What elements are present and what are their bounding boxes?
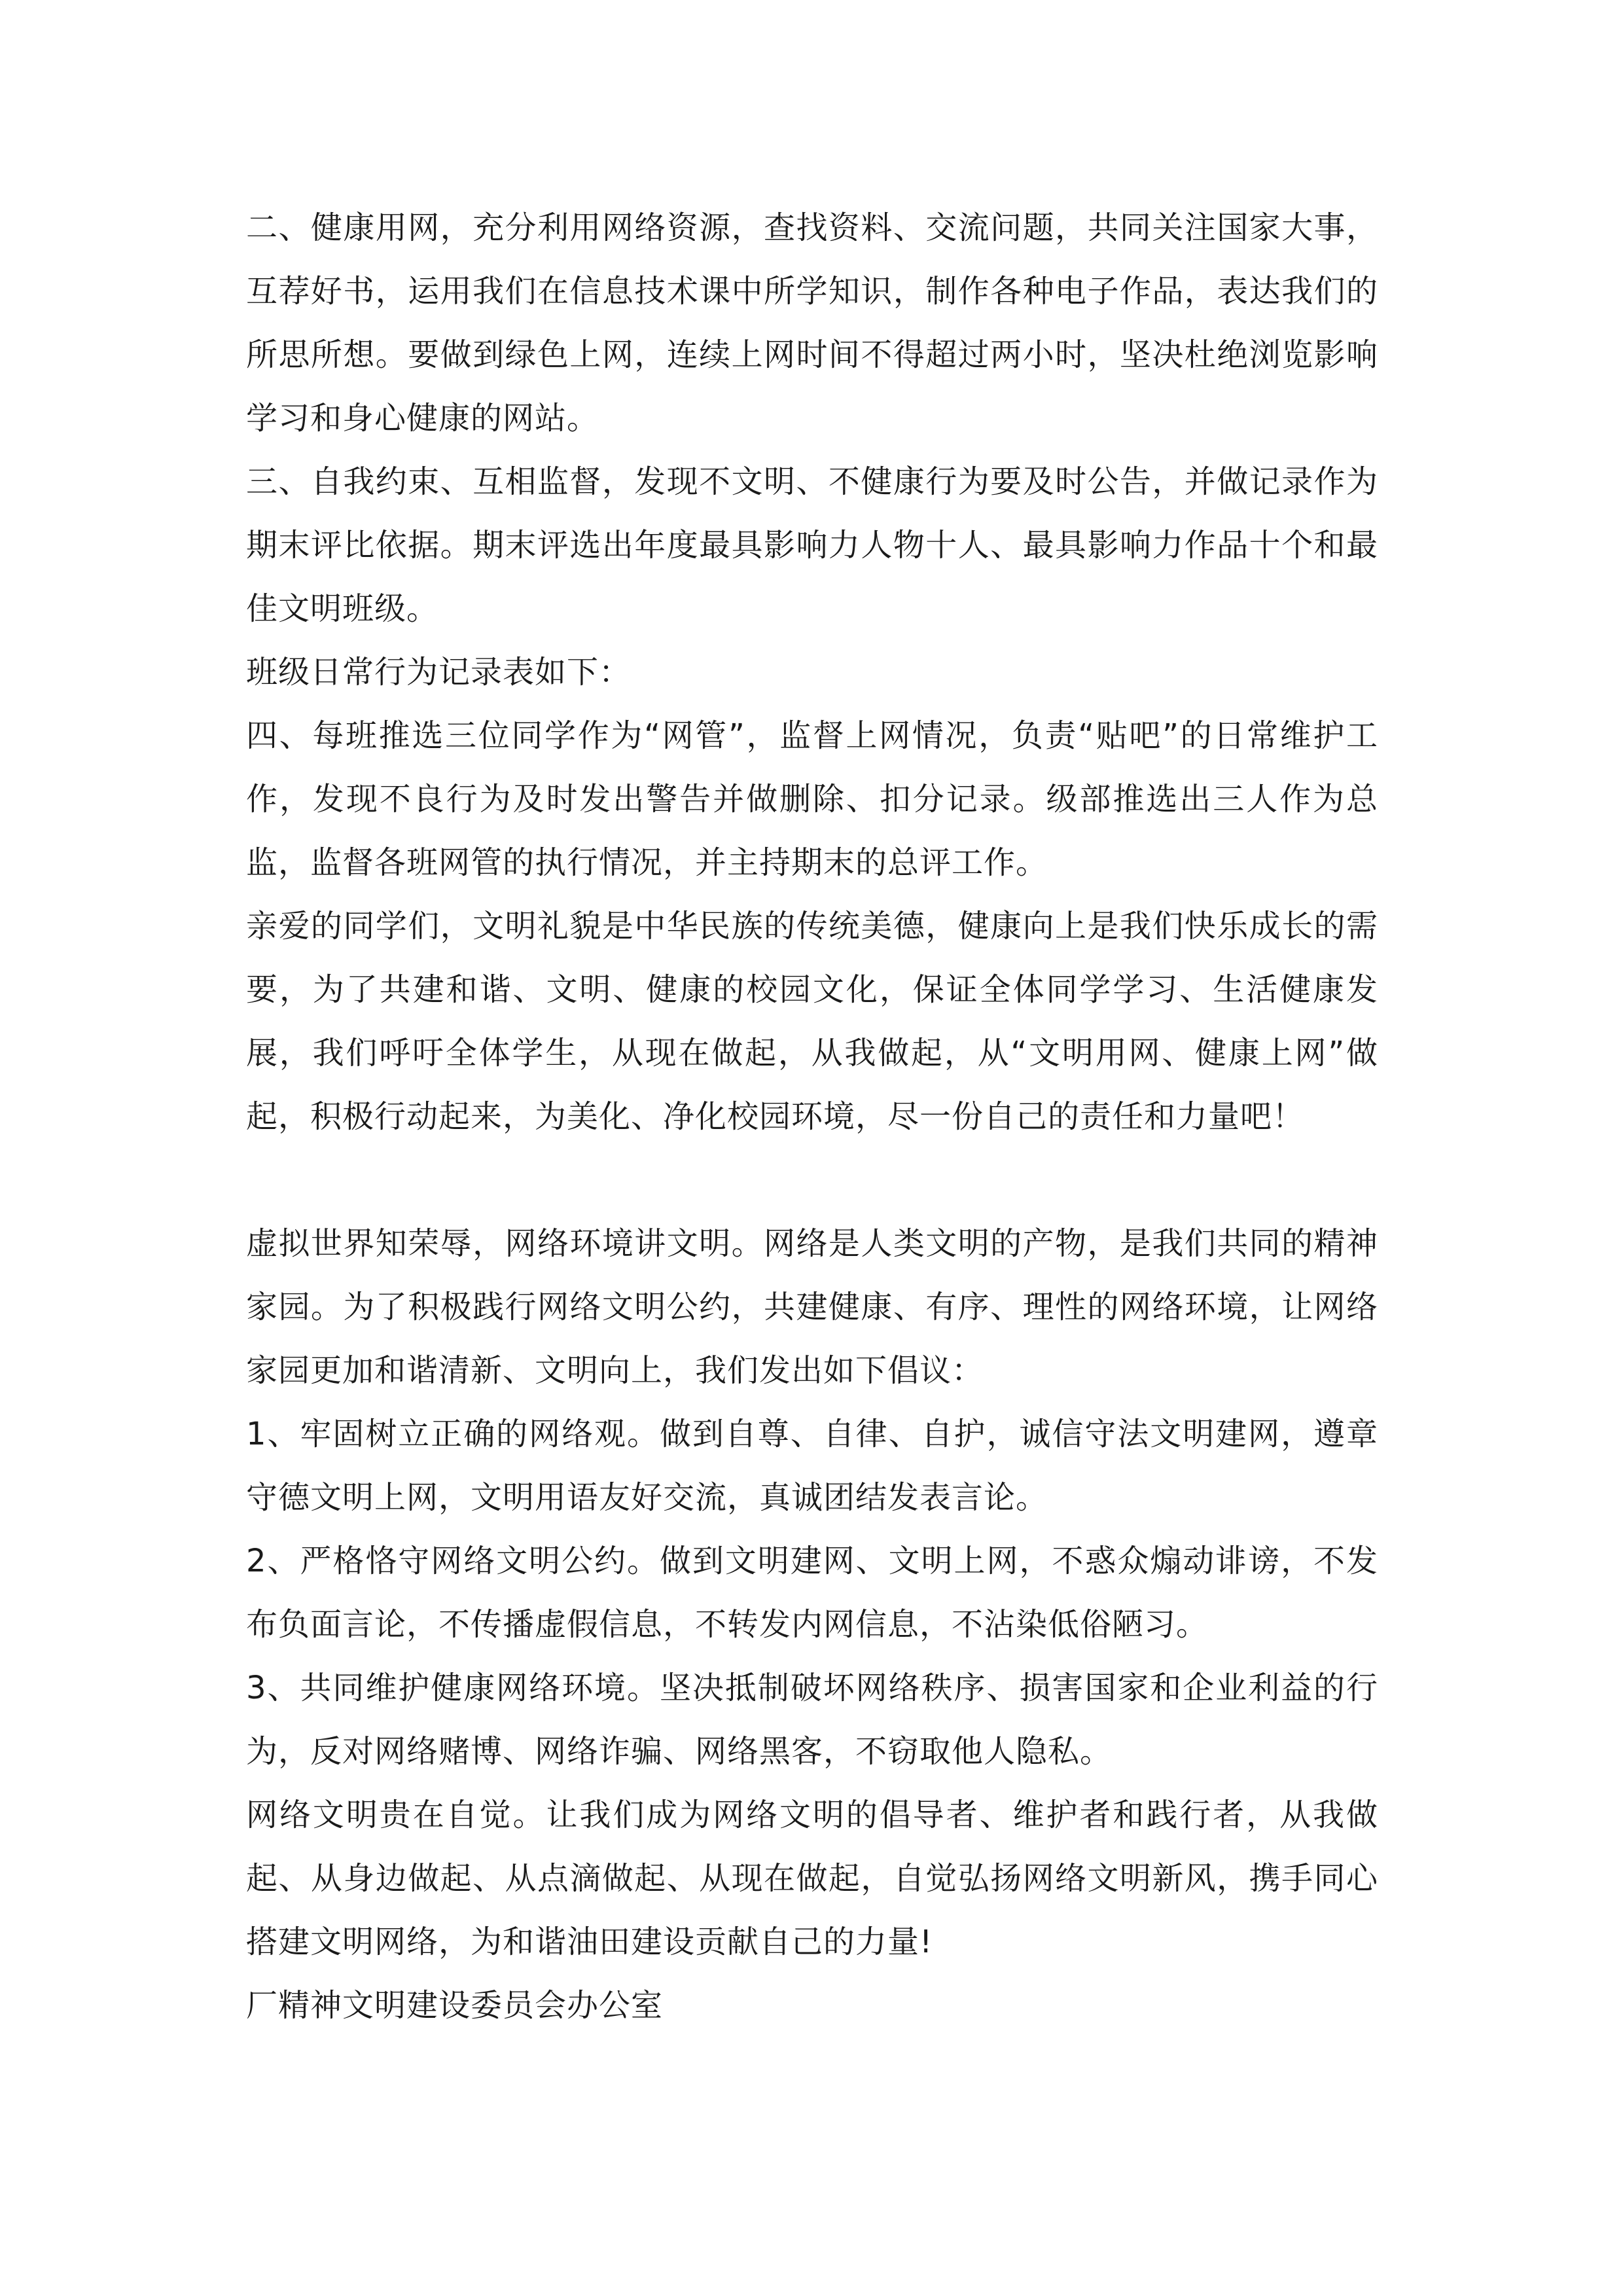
paragraph-network-admin: 四、每班推选三位同学作为“网管”，监督上网情况，负责“贴吧”的日常维护工作，发现不良行为及时发出警告并做删除、扣分记录。级部推选出三人作为总监，监督各班网管的执行情况，并主持期末的总评工作。 xyxy=(246,717,1378,881)
paragraph-class-record-table: 班级日常行为记录表如下： xyxy=(246,654,632,691)
signature-office: 厂精神文明建设委员会办公室 xyxy=(246,1987,664,2024)
paragraph-healthy-internet-use: 二、健康用网，充分利用网络资源，查找资料、交流问题，共同关注国家大事，互荐好书，运用我们在信息技术课中所学知识，制作各种电子作品，表达我们的所思所想。要做到绿色上网，连续上网时间不得超过两小时，坚决杜绝浏览影响学习和身心健康的网站。 xyxy=(246,209,1378,437)
section-spacer xyxy=(246,1149,1378,1212)
paragraph-closing: 网络文明贵在自觉。让我们成为网络文明的倡导者、维护者和践行者，从我做起、从身边做起、从点滴做起、从现在做起，自觉弘扬网络文明新风，携手同心搭建文明网络，为和谐油田建设贡献自己的力量! xyxy=(246,1797,1378,1960)
document-body xyxy=(246,196,1378,2037)
paragraph-point-2: 2、严格恪守网络文明公约。做到文明建网、文明上网，不惑众煽动诽谤，不发布负面言论，不传播虚假信息，不转发内网信息，不沾染低俗陋习。 xyxy=(246,1543,1378,1643)
paragraph-initiative-intro: 虚拟世界知荣辱，网络环境讲文明。网络是人类文明的产物，是我们共同的精神家园。为了积极践行网络文明公约，共建健康、有序、理性的网络环境，让网络家园更加和谐清新、文明向上，我们发出如下倡议： xyxy=(246,1225,1378,1389)
paragraph-self-discipline: 三、自我约束、互相监督，发现不文明、不健康行为要及时公告，并做记录作为期末评比依据。期末评选出年度最具影响力人物十人、最具影响力作品十个和最佳文明班级。 xyxy=(246,463,1378,627)
paragraph-point-1: 1、牢固树立正确的网络观。做到自尊、自律、自护，诚信守法文明建网，遵章守德文明上网，文明用语友好交流，真诚团结发表言论。 xyxy=(246,1416,1378,1516)
paragraph-appeal-to-students: 亲爱的同学们，文明礼貌是中华民族的传统美德，健康向上是我们快乐成长的需要，为了共建和谐、文明、健康的校园文化，保证全体同学学习、生活健康发展，我们呼吁全体学生，从现在做起，从我做起，从“文明用网、健康上网”做起，积极行动起来，为美化、净化校园环境，尽一份自己的责任和力量吧！ xyxy=(246,908,1378,1135)
paragraph-point-3: 3、共同维护健康网络环境。坚决抵制破坏网络秩序、损害国家和企业利益的行为，反对网络赌博、网络诈骗、网络黑客，不窃取他人隐私。 xyxy=(246,1670,1378,1770)
